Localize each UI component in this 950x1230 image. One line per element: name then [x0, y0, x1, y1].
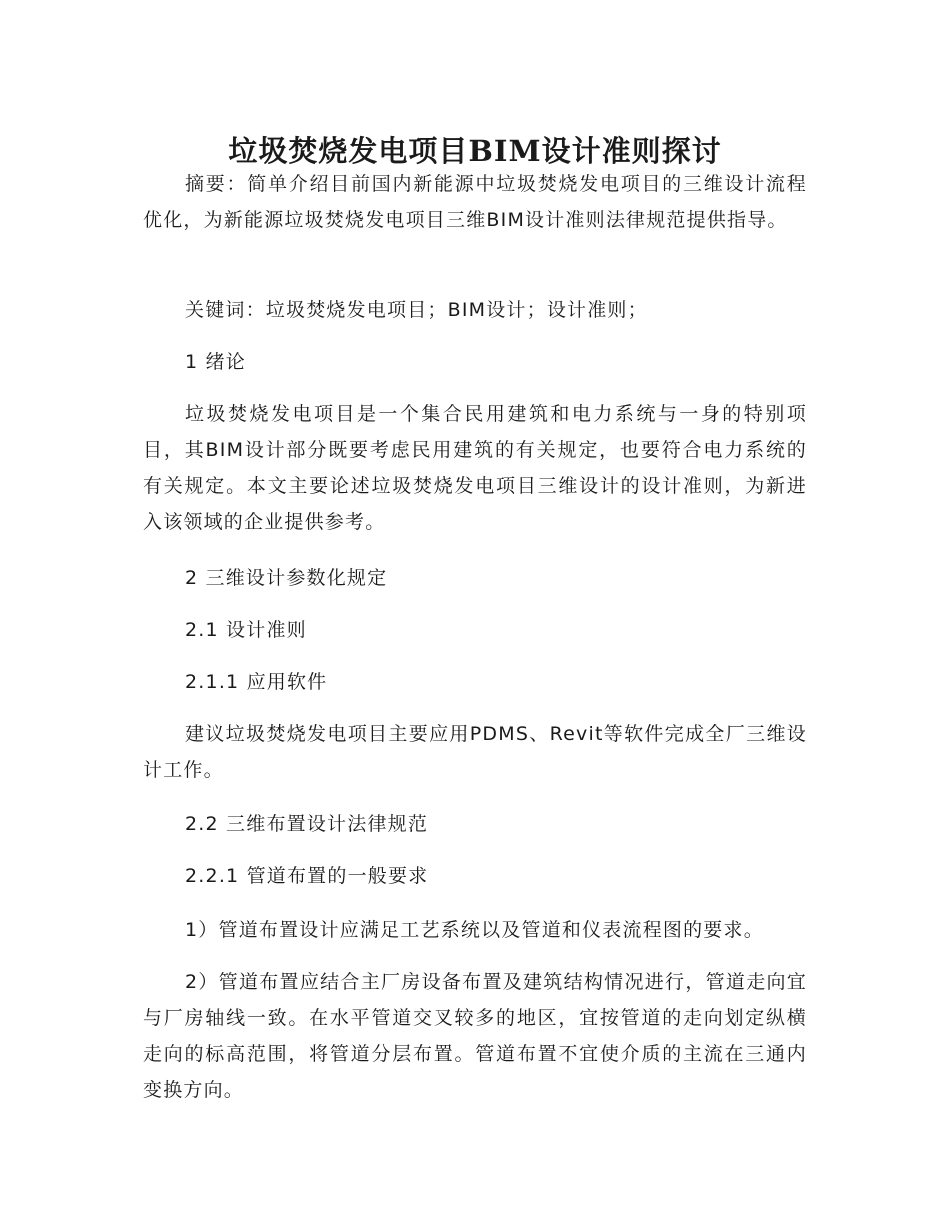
document-title: 垃圾焚烧发电项目BIM设计准则探讨: [228, 134, 722, 169]
list-item-2: 2）管道布置应结合主厂房设备布置及建筑结构情况进行，管道走向宜与厂房轴线一致。在水平管道交叉较多的地区，宜按管道的走向划定纵横走向的标高范围，将管道分层布置。管道布置不宜使介质的主流在三通内变换方向。: [143, 971, 807, 1101]
section-2-1-heading: 2.1 设计准则: [185, 619, 307, 641]
section-2-2-heading: 2.2 三维布置设计法律规范: [185, 813, 429, 835]
section-1-heading: 1 绪论: [185, 351, 246, 373]
list-item-1: 1）管道布置设计应满足工艺系统以及管道和仪表流程图的要求。: [185, 919, 764, 941]
section-1-body: 垃圾焚烧发电项目是一个集合民用建筑和电力系统与一身的特别项目，其BIM设计部分既要考虑民用建筑的有关规定，也要符合电力系统的有关规定。本文主要论述垃圾焚烧发电项目三维设计的设计准则，为新进入该领域的企业提供参考。: [143, 403, 807, 533]
section-2-1-1-body: 建议垃圾焚烧发电项目主要应用PDMS、Revit等软件完成全厂三维设计工作。: [143, 723, 807, 781]
abstract-paragraph: 摘要：简单介绍目前国内新能源中垃圾焚烧发电项目的三维设计流程优化，为新能源垃圾焚烧发电项目三维BIM设计准则法律规范提供指导。: [143, 173, 807, 231]
section-2-heading: 2 三维设计参数化规定: [185, 567, 388, 589]
section-2-1-1-heading: 2.1.1 应用软件: [185, 671, 328, 693]
section-2-2-1-heading: 2.2.1 管道布置的一般要求: [185, 865, 429, 887]
keywords-paragraph: 关键词：垃圾焚烧发电项目；BIM设计；设计准则；: [185, 299, 648, 321]
